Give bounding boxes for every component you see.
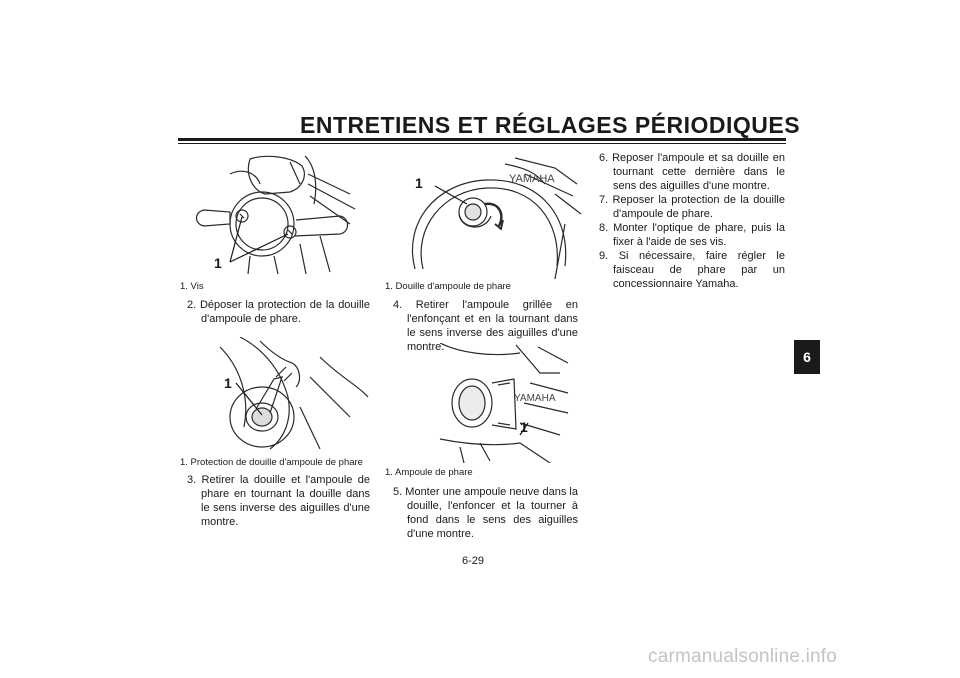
svg-text:YAMAHA: YAMAHA bbox=[509, 173, 555, 185]
header-rule-thin bbox=[178, 143, 786, 144]
figure-bulb-socket bbox=[405, 154, 585, 279]
step-3: 3. Retirer la douille et l'ampoule de phare en tournant la douille dans le sens inverse des aiguilles d'une montre. bbox=[187, 474, 370, 528]
step-7: 7. Reposer la protection de la douille d'ampoule de phare. bbox=[599, 194, 785, 220]
watermark: carmanualsonline.info bbox=[648, 646, 838, 667]
step-6: 6. Reposer l'ampoule et sa douille en tournant cette dernière dans le sens des aiguilles d'une montre. bbox=[599, 152, 785, 192]
page-title: ENTRETIENS ET RÉGLAGES PÉRIODIQUES bbox=[300, 112, 801, 138]
page-number: 6-29 bbox=[462, 555, 485, 567]
callout-number: 1 bbox=[224, 375, 232, 391]
figure-caption: 1. Vis bbox=[180, 281, 204, 292]
step-8: 8. Monter l'optique de phare, puis la fixer à l'aide de ses vis. bbox=[599, 222, 785, 248]
callout-number: 1 bbox=[520, 419, 528, 435]
step-5: 5. Monter une ampoule neuve dans la douille, l'enfoncer et la tourner à fond dans le sens des aiguilles d'une montre. bbox=[393, 486, 578, 540]
figure-caption: 1. Ampoule de phare bbox=[385, 467, 473, 478]
chapter-tab: 6 bbox=[794, 340, 820, 374]
figure-caption: 1. Protection de douille d'ampoule de phare bbox=[180, 457, 363, 468]
figure-headlight-screws bbox=[190, 154, 360, 274]
step-9: 9. Si nécessaire, faire régler le faisceau de phare par un concessionnaire Yamaha. bbox=[599, 250, 785, 290]
step-4: 4. Retirer l'ampoule grillée en l'enfonçant et en la tournant dans le sens inverse des aiguilles d'une montre. bbox=[393, 299, 578, 353]
figure-headlight-bulb bbox=[420, 343, 570, 463]
step-2: 2. Déposer la protection de la douille d'ampoule de phare. bbox=[187, 299, 370, 325]
svg-text:YAMAHA: YAMAHA bbox=[514, 393, 556, 404]
callout-number: 1 bbox=[214, 255, 222, 271]
figure-caption: 1. Douille d'ampoule de phare bbox=[385, 281, 511, 292]
figure-bulb-socket-cover bbox=[200, 337, 370, 452]
header-rule-thick bbox=[178, 138, 786, 141]
callout-number: 1 bbox=[415, 175, 423, 191]
